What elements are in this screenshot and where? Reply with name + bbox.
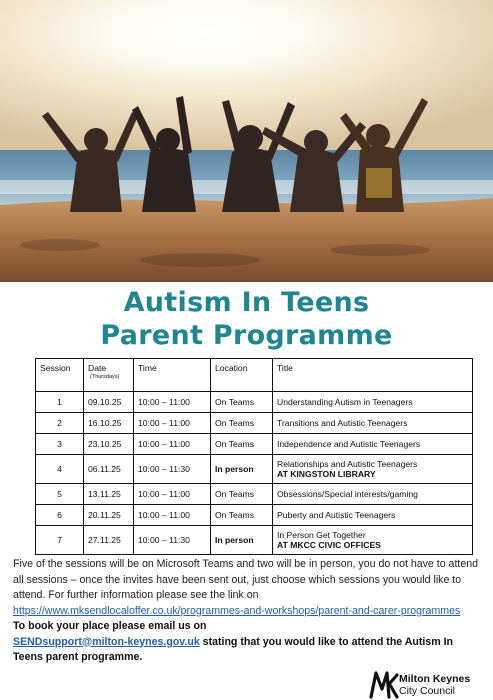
table-row (36, 484, 473, 505)
cell-date: 09.10.25 (84, 392, 134, 413)
cell-date: 23.10.25 (84, 434, 134, 455)
table-row (36, 413, 473, 434)
cell-session: 3 (36, 434, 84, 455)
header-time: Time (134, 359, 211, 392)
title-line-1: Autism In Teens (123, 287, 370, 318)
cell-date: 16.10.25 (84, 413, 134, 434)
logo-sub: City Council (399, 685, 456, 697)
header-location: Location (211, 359, 273, 392)
cell-location: On Teams (211, 434, 273, 455)
cell-date: 13.11.25 (84, 484, 134, 505)
cell-location: In person (211, 526, 273, 555)
booking-line (13, 635, 485, 666)
info-paragraph-text: Five of the sessions will be on Microsoft Teams and two will be in person, you do not have to attend all sessions – once the invites have been sent out, just choose which sessions you would like to attend. For further information please see the link on (13, 558, 479, 601)
cell-title: Understanding Autism in Teenagers (273, 392, 473, 413)
cell-date: 06.11.25 (84, 455, 134, 484)
cell-title-text: In Person Get Together (277, 529, 366, 540)
cell-time: 10:00 – 11:00 (134, 413, 211, 434)
cell-session: 5 (36, 484, 84, 505)
cell-title (273, 526, 473, 555)
cell-session: 4 (36, 455, 84, 484)
cell-session: 6 (36, 505, 84, 526)
hero-image (0, 0, 493, 282)
mk-logo-icon (369, 669, 399, 700)
council-logo (369, 669, 493, 700)
table-row (36, 455, 473, 484)
cell-title-venue: AT KINGSTON LIBRARY (277, 469, 376, 479)
table-header-row (36, 359, 473, 392)
cell-location: On Teams (211, 413, 273, 434)
booking-intro: To book your place please email us on (13, 620, 207, 632)
header-title: Title (273, 359, 473, 392)
cell-time: 10:00 – 11:00 (134, 484, 211, 505)
cell-location: On Teams (211, 484, 273, 505)
local-offer-link[interactable]: https://www.mksendlocaloffer.co.uk/programmes-and-workshops/parent-and-carer-programmes (13, 604, 461, 617)
cell-session: 7 (36, 526, 84, 555)
sessions-table (35, 358, 473, 555)
cell-date: 20.11.25 (84, 505, 134, 526)
cell-date: 27.11.25 (84, 526, 134, 555)
header-date-sub: (Thursdays) (90, 373, 120, 380)
cell-session: 1 (36, 392, 84, 413)
cell-title-text: Relationships and Autistic Teenagers (277, 458, 418, 469)
cell-time: 10:00 – 11:00 (134, 505, 211, 526)
table-row (36, 392, 473, 413)
cell-location: On Teams (211, 392, 273, 413)
cell-time: 10:00 – 11:00 (134, 392, 211, 413)
title-line-2: Parent Programme (100, 320, 393, 351)
cell-title-venue: AT MKCC CIVIC OFFICES (277, 540, 381, 550)
cell-location: On Teams (211, 505, 273, 526)
cell-title: Transitions and Autistic Teenagers (273, 413, 473, 434)
table-row (36, 526, 473, 555)
table-row (36, 434, 473, 455)
header-date (84, 359, 134, 392)
cell-title: Puberty and Autistic Teenagers (273, 505, 473, 526)
cell-time: 10:00 – 11:30 (134, 455, 211, 484)
page-title (0, 286, 493, 352)
logo-name: Milton Keynes (399, 673, 471, 685)
cell-title: Obsessions/Special interests/gaming (273, 484, 473, 505)
cell-session: 2 (36, 413, 84, 434)
cell-title: Independence and Autistic Teenagers (273, 434, 473, 455)
info-text (13, 557, 485, 666)
table-row (36, 505, 473, 526)
cell-time: 10:00 – 11:30 (134, 526, 211, 555)
cell-title (273, 455, 473, 484)
info-paragraph (13, 557, 485, 619)
cell-time: 10:00 – 11:00 (134, 434, 211, 455)
header-date-label: Date (88, 363, 107, 373)
header-session: Session (36, 359, 84, 392)
email-link[interactable]: SENDsupport@milton-keynes.gov.uk (13, 635, 200, 648)
booking-rest: stating that you would like to attend the Autism In Teens parent programme. (13, 635, 454, 663)
cell-location: In person (211, 455, 273, 484)
